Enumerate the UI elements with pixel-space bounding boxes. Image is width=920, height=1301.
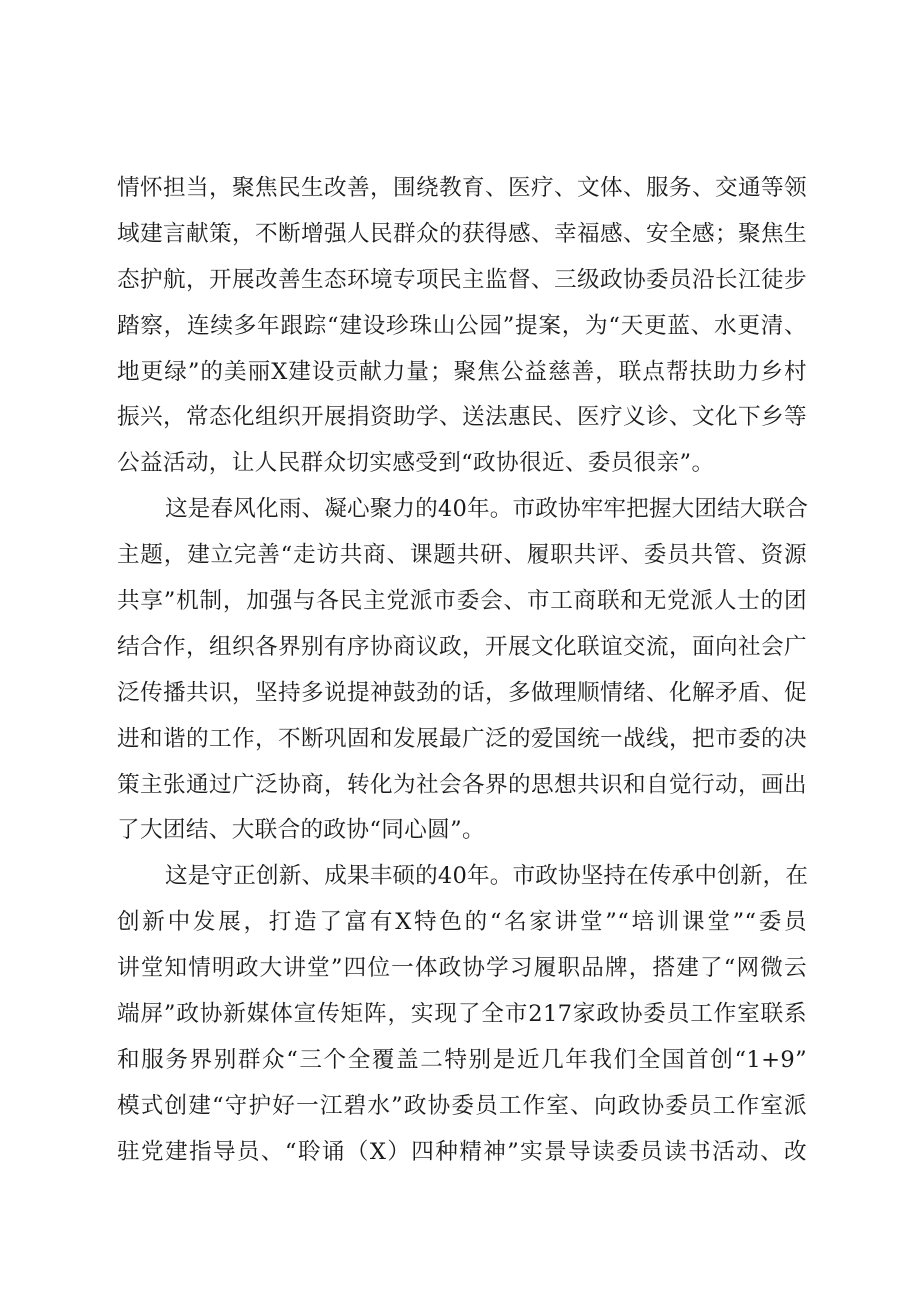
text-line: 和服务界别群众“三个全覆盖二特别是近几年我们全国首创“1+9” (117, 1046, 807, 1073)
text-line: 策主张通过广泛协商，转化为社会各界的思想共识和自觉行动，画出 (117, 771, 807, 798)
text-line: 态护航，开展改善生态环境专项民主监督、三级政协委员沿长江徒步 (117, 266, 807, 293)
text-line: 了大团结、大联合的政协“同心圆”。 (117, 817, 485, 844)
text-line: 模式创建“守护好一江碧水”政协委员工作室、向政协委员工作室派 (117, 1092, 807, 1119)
text-line: 情怀担当，聚焦民生改善，围绕教育、医疗、文体、服务、交通等领 (117, 175, 807, 201)
text-line: 端屏”政协新媒体宣传矩阵，实现了全市217家政协委员工作室联系 (117, 1001, 807, 1028)
text-line: 进和谐的工作，不断巩固和发展最广泛的爱国统一战线，把市委的决 (117, 725, 807, 752)
text-line: 这是春风化雨、凝心聚力的40年。市政协牢牢把握大团结大联合 (165, 496, 809, 523)
text-line: 地更绿”的美丽X建设贡献力量；聚焦公益慈善，联点帮扶助力乡村 (117, 358, 807, 385)
text-line: 域建言献策，不断增强人民群众的获得感、幸福感、安全感；聚焦生 (117, 220, 807, 247)
text-line: 共享”机制，加强与各民主党派市委会、市工商联和无党派人士的团 (117, 588, 807, 615)
text-line: 踏察，连续多年跟踪“建设珍珠山公园”提案，为“天更蓝、水更清、 (117, 312, 807, 339)
text-line: 这是守正创新、成果丰硕的40年。市政协坚持在传承中创新，在 (165, 863, 809, 890)
text-line: 主题，建立完善“走访共商、课题共研、履职共评、委员共管、资源 (117, 542, 807, 569)
text-line: 讲堂知情明政大讲堂”四位一体政协学习履职品牌，搭建了“网微云 (117, 955, 807, 982)
body-text (117, 166, 807, 1176)
text-line: 泛传播共识，坚持多说提神鼓劲的话，多做理顺情绪、化解矛盾、促 (117, 679, 807, 706)
text-line: 结合作，组织各界别有序协商议政，开展文化联谊交流，面向社会广 (117, 633, 807, 660)
text-line: 创新中发展，打造了富有X特色的“名家讲堂”“培训课堂”“委员 (117, 909, 807, 936)
text-line: 振兴，常态化组织开展捐资助学、送法惠民、医疗义诊、文化下乡等 (117, 404, 807, 431)
text-line: 驻党建指导员、“聆诵（X）四种精神”实景导读委员读书活动、改 (117, 1138, 807, 1165)
text-line: 公益活动，让人民群众切实感受到“政协很近、委员很亲”。 (117, 450, 715, 477)
